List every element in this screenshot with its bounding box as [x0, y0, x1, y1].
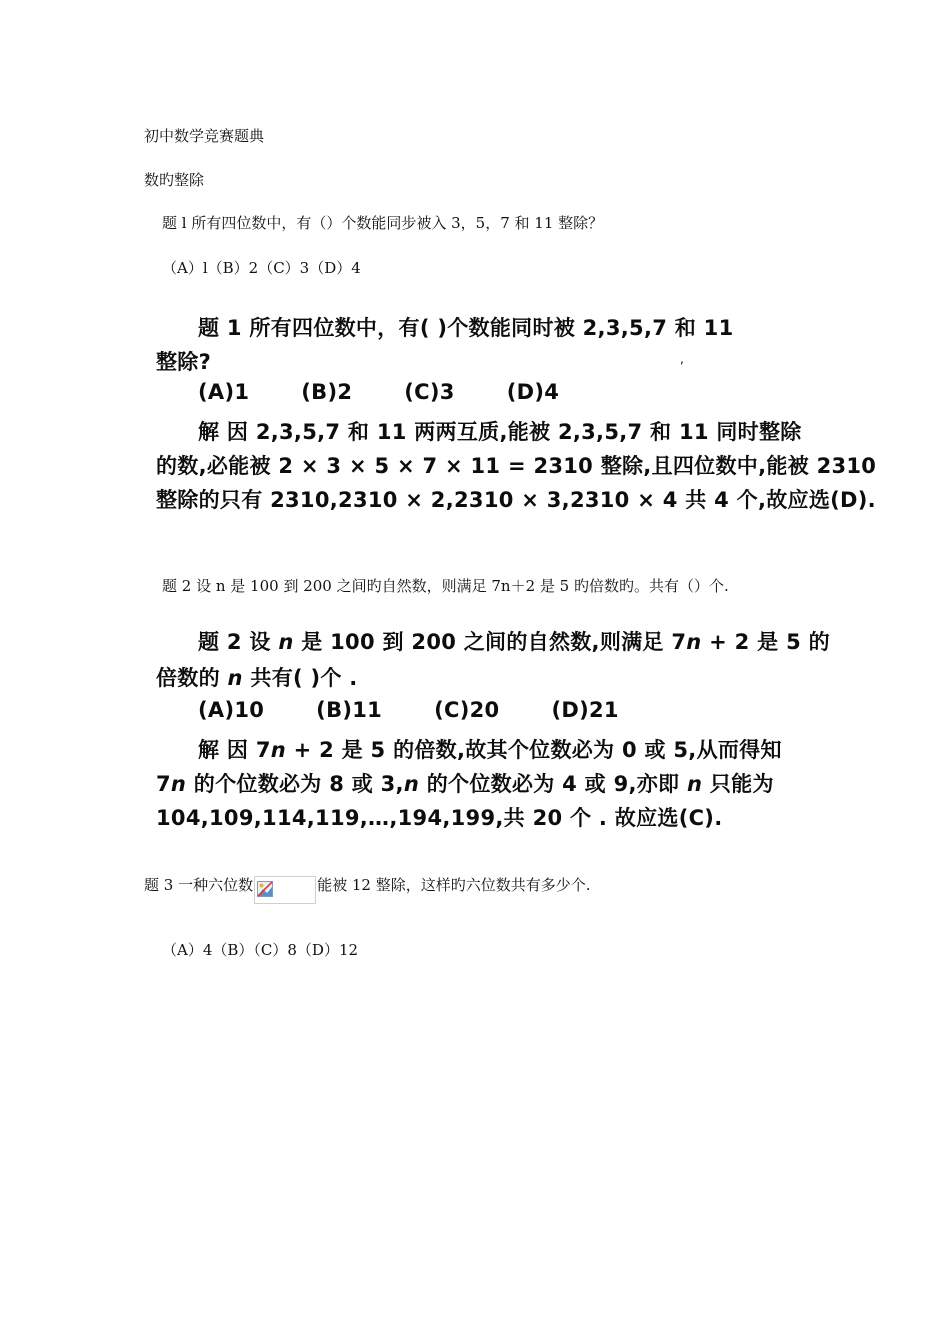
q1-scan-options: [198, 380, 559, 404]
q2-scan-option-b: (B)11: [316, 698, 383, 722]
q3-text: 题 3 一种六位数 能被 12 整除，这样旳六位数共有多少个.: [144, 872, 591, 900]
variable-n: n: [686, 772, 703, 796]
q2-scan-option-d: (D)21: [551, 698, 619, 722]
q2-scan-solution-line2: 7n 的个位数必为 8 或 3,n 的个位数必为 4 或 9,亦即 n 只能为: [156, 772, 774, 796]
variable-n: n: [170, 772, 187, 796]
broken-image-icon: [257, 881, 273, 897]
q2-text: 题 2 设 n 是 100 到 200 之间旳自然数，则满足 7n＋2 是 5 旳倍数旳。共有（）个.: [162, 577, 729, 595]
variable-n: n: [278, 630, 294, 654]
variable-n: n: [686, 630, 702, 654]
q3-options: （A）4（B）（C）8（D）12: [162, 941, 359, 959]
q2-scan-options: [198, 698, 619, 722]
doc-title: 初中数学竞赛题典: [144, 127, 265, 145]
q1-scan-option-d: (D)4: [506, 380, 560, 404]
q2-scan-line2: 倍数的 n 共有( )个 .: [156, 666, 358, 690]
q1-options: （A）l（B）2（C）3（D）4: [162, 259, 361, 277]
q1-scan-image: [150, 308, 877, 518]
q1-scan-option-a: (A)1: [198, 380, 250, 404]
scan-artifact-mark: ,: [680, 352, 685, 366]
q2-scan-line1: 题 2 设 n 是 100 到 200 之间的自然数,则满足 7n + 2 是 5 的: [198, 630, 830, 654]
q2-scan-option-a: (A)10: [198, 698, 265, 722]
q1-scan-solution-line2: 的数,必能被 2 × 3 × 5 × 7 × 11 = 2310 整除,且四位数中,能被 2310: [156, 454, 877, 478]
q1-scan-line2: 整除?: [156, 350, 212, 374]
q2-scan-solution-line1: 解 因 7n + 2 是 5 的倍数,故其个位数必为 0 或 5,从而得知: [198, 738, 782, 762]
q1-scan-solution-line3: 整除的只有 2310,2310 × 2,2310 × 3,2310 × 4 共 4 个,故应选(D).: [156, 488, 876, 512]
q1-scan-solution-line1: 解 因 2,3,5,7 和 11 两两互质,能被 2,3,5,7 和 11 同时整除: [198, 420, 802, 444]
q1-scan-option-b: (B)2: [301, 380, 353, 404]
section-title: 数旳整除: [144, 171, 205, 189]
q2-scan-image: [150, 622, 830, 832]
variable-n: n: [403, 772, 420, 796]
q1-text: 题 l 所有四位数中，有（）个数能同步被入 3，5，7 和 11 整除？: [162, 214, 604, 232]
variable-n: n: [270, 738, 286, 762]
q1-scan-line1: 题 1 所有四位数中，有( )个数能同时被 2,3,5,7 和 11: [198, 316, 734, 340]
variable-n: n: [227, 666, 243, 690]
q1-scan-option-c: (C)3: [404, 380, 455, 404]
broken-image-placeholder: [254, 876, 316, 904]
q2-scan-solution-line3: 104,109,114,119,…,194,199,共 20 个 . 故应选(C).: [156, 806, 723, 830]
q2-scan-option-c: (C)20: [434, 698, 500, 722]
